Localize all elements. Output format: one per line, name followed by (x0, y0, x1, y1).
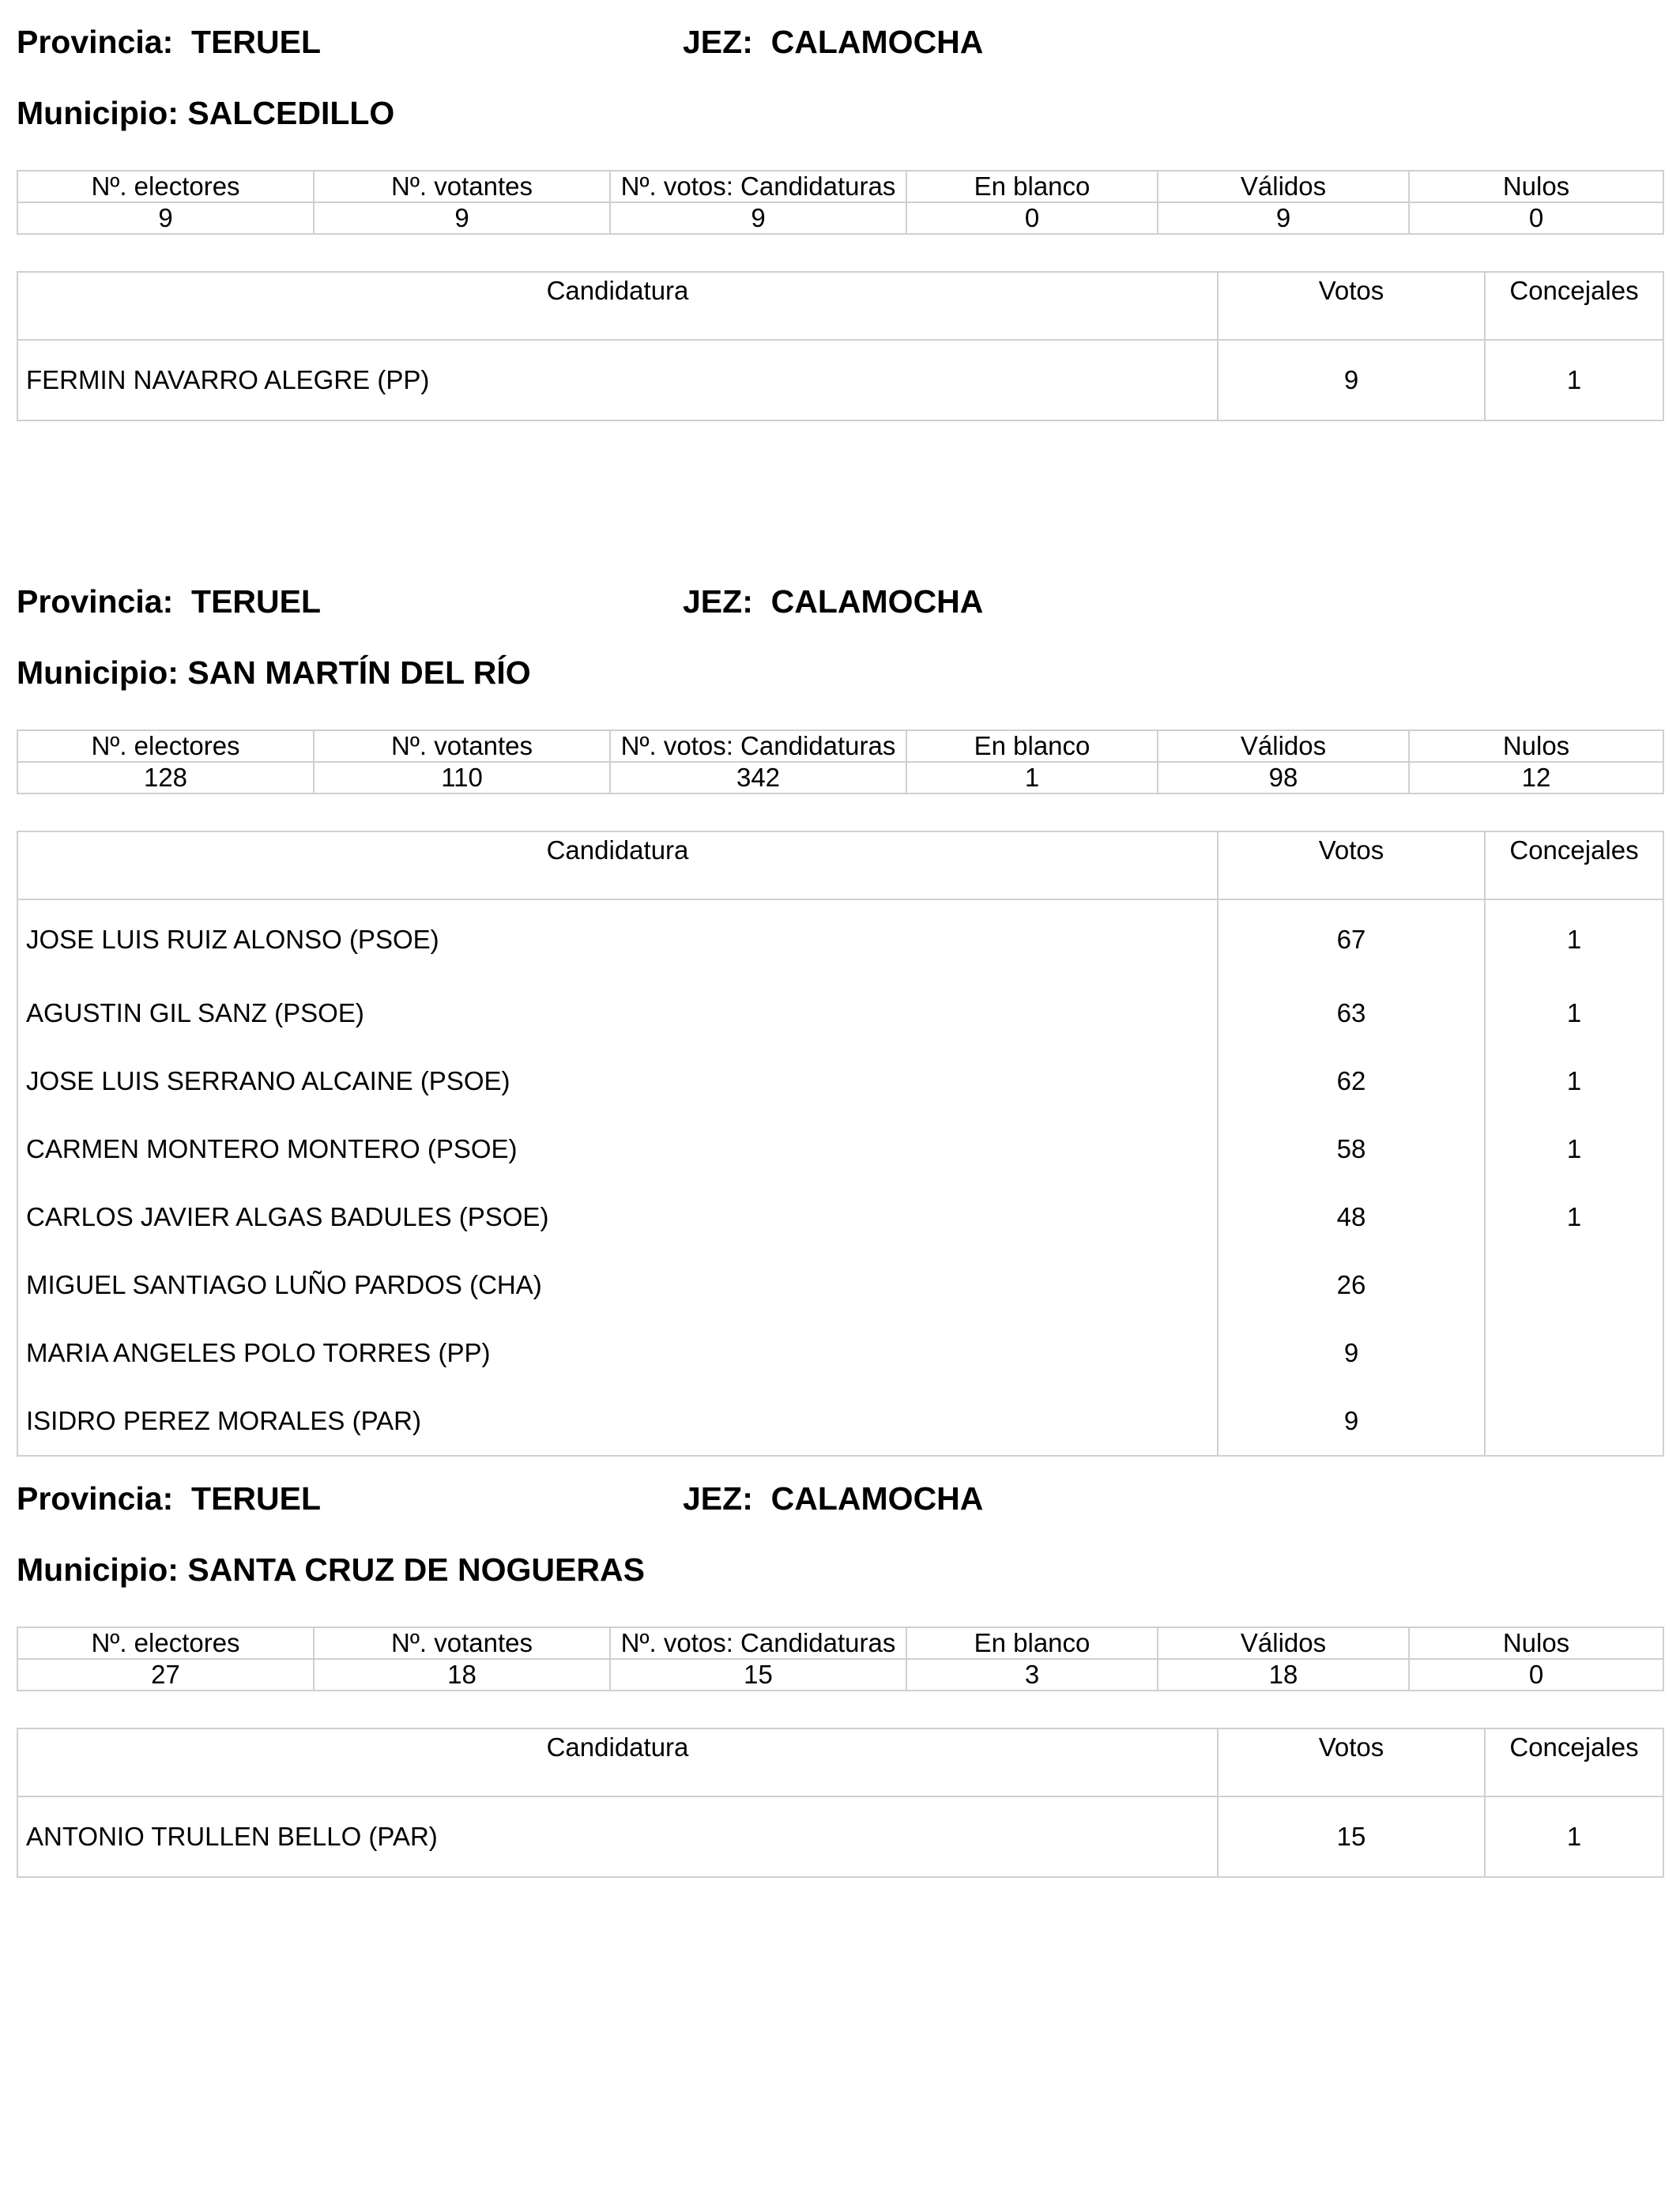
candidate-councillors: 1 (1485, 1047, 1663, 1115)
provincia-heading: Provincia: TERUEL (17, 583, 322, 620)
table-row (17, 1796, 1663, 1877)
value-votantes: 110 (314, 762, 610, 794)
value-nulos: 0 (1409, 202, 1663, 234)
candidate-name: ANTONIO TRULLEN BELLO (PAR) (17, 1796, 1218, 1877)
candidates-header-row (17, 1728, 1663, 1796)
header-validos: Válidos (1158, 730, 1409, 762)
header-electores: Nº. electores (17, 171, 314, 202)
header-votos-candidaturas: Nº. votos: Candidaturas (610, 171, 906, 202)
municipio-heading: Municipio: SAN MARTÍN DEL RÍO (17, 654, 531, 691)
candidate-votes: 9 (1218, 1319, 1485, 1387)
jez-heading: JEZ: CALAMOCHA (683, 1480, 984, 1517)
header-en-blanco: En blanco (906, 171, 1158, 202)
header-en-blanco: En blanco (906, 1627, 1158, 1659)
summary-value-row (17, 202, 1663, 234)
table-row (17, 1251, 1663, 1319)
value-validos: 98 (1158, 762, 1409, 794)
candidate-name: MIGUEL SANTIAGO LUÑO PARDOS (CHA) (17, 1251, 1218, 1319)
summary-header-row (17, 1627, 1663, 1659)
jez-heading: JEZ: CALAMOCHA (683, 24, 984, 60)
candidate-name: MARIA ANGELES POLO TORRES (PP) (17, 1319, 1218, 1387)
candidates-table (17, 1728, 1664, 1878)
table-row (17, 899, 1663, 979)
section-santa-cruz-de-nogueras (17, 1480, 1663, 1878)
header-votos: Votos (1218, 831, 1485, 899)
table-row (17, 1047, 1663, 1115)
header-votos-candidaturas: Nº. votos: Candidaturas (610, 1627, 906, 1659)
summary-table (17, 729, 1664, 794)
value-validos: 9 (1158, 202, 1409, 234)
candidates-table (17, 831, 1664, 1457)
municipio-heading: Municipio: SANTA CRUZ DE NOGUERAS (17, 1551, 645, 1588)
candidate-name: AGUSTIN GIL SANZ (PSOE) (17, 979, 1218, 1047)
header-concejales: Concejales (1485, 831, 1663, 899)
value-electores: 9 (17, 202, 314, 234)
table-row (17, 979, 1663, 1047)
value-votos-candidaturas: 9 (610, 202, 906, 234)
candidate-votes: 62 (1218, 1047, 1485, 1115)
jez-heading: JEZ: CALAMOCHA (683, 583, 984, 620)
header-votos-candidaturas: Nº. votos: Candidaturas (610, 730, 906, 762)
candidate-name: ISIDRO PEREZ MORALES (PAR) (17, 1387, 1218, 1456)
header-validos: Válidos (1158, 171, 1409, 202)
candidate-votes: 15 (1218, 1796, 1485, 1877)
candidate-votes: 48 (1218, 1183, 1485, 1251)
candidate-name: JOSE LUIS RUIZ ALONSO (PSOE) (17, 899, 1218, 979)
header-concejales: Concejales (1485, 1728, 1663, 1796)
candidate-councillors (1485, 1251, 1663, 1319)
candidate-councillors: 1 (1485, 1796, 1663, 1877)
summary-value-row (17, 1659, 1663, 1691)
header-nulos: Nulos (1409, 730, 1663, 762)
candidate-votes: 9 (1218, 1387, 1485, 1456)
candidate-councillors: 1 (1485, 1183, 1663, 1251)
header-validos: Válidos (1158, 1627, 1409, 1659)
candidate-name: JOSE LUIS SERRANO ALCAINE (PSOE) (17, 1047, 1218, 1115)
candidate-councillors: 1 (1485, 979, 1663, 1047)
header-electores: Nº. electores (17, 730, 314, 762)
candidate-name: FERMIN NAVARRO ALEGRE (PP) (17, 340, 1218, 420)
value-en-blanco: 0 (906, 202, 1158, 234)
header-concejales: Concejales (1485, 272, 1663, 340)
section-header (17, 24, 1663, 71)
candidate-name: CARMEN MONTERO MONTERO (PSOE) (17, 1115, 1218, 1183)
value-en-blanco: 3 (906, 1659, 1158, 1691)
candidate-councillors (1485, 1387, 1663, 1456)
provincia-heading: Provincia: TERUEL (17, 1480, 322, 1517)
candidates-table (17, 271, 1664, 421)
summary-value-row (17, 762, 1663, 794)
header-votos: Votos (1218, 272, 1485, 340)
value-votantes: 9 (314, 202, 610, 234)
value-nulos: 0 (1409, 1659, 1663, 1691)
candidate-councillors: 1 (1485, 340, 1663, 420)
section-salcedillo (17, 24, 1663, 421)
value-nulos: 12 (1409, 762, 1663, 794)
table-row (17, 1319, 1663, 1387)
header-electores: Nº. electores (17, 1627, 314, 1659)
candidates-header-row (17, 831, 1663, 899)
candidate-votes: 58 (1218, 1115, 1485, 1183)
header-candidatura: Candidatura (17, 272, 1218, 340)
candidate-name: CARLOS JAVIER ALGAS BADULES (PSOE) (17, 1183, 1218, 1251)
table-row (17, 1387, 1663, 1456)
summary-header-row (17, 730, 1663, 762)
summary-table (17, 1627, 1664, 1691)
value-votos-candidaturas: 342 (610, 762, 906, 794)
header-candidatura: Candidatura (17, 831, 1218, 899)
value-votantes: 18 (314, 1659, 610, 1691)
candidate-votes: 26 (1218, 1251, 1485, 1319)
section-header (17, 583, 1663, 631)
summary-table (17, 170, 1664, 235)
value-en-blanco: 1 (906, 762, 1158, 794)
value-validos: 18 (1158, 1659, 1409, 1691)
section-header (17, 1480, 1663, 1528)
value-electores: 27 (17, 1659, 314, 1691)
candidate-votes: 9 (1218, 340, 1485, 420)
header-nulos: Nulos (1409, 1627, 1663, 1659)
candidate-councillors (1485, 1319, 1663, 1387)
header-votos: Votos (1218, 1728, 1485, 1796)
table-row (17, 1183, 1663, 1251)
candidate-councillors: 1 (1485, 899, 1663, 979)
candidates-header-row (17, 272, 1663, 340)
value-votos-candidaturas: 15 (610, 1659, 906, 1691)
municipio-heading: Municipio: SALCEDILLO (17, 95, 395, 131)
candidate-councillors: 1 (1485, 1115, 1663, 1183)
header-candidatura: Candidatura (17, 1728, 1218, 1796)
candidate-votes: 63 (1218, 979, 1485, 1047)
section-san-martin-del-rio (17, 583, 1663, 1457)
header-nulos: Nulos (1409, 171, 1663, 202)
header-en-blanco: En blanco (906, 730, 1158, 762)
header-votantes: Nº. votantes (314, 1627, 610, 1659)
provincia-heading: Provincia: TERUEL (17, 24, 322, 60)
candidate-votes: 67 (1218, 899, 1485, 979)
header-votantes: Nº. votantes (314, 171, 610, 202)
value-electores: 128 (17, 762, 314, 794)
summary-header-row (17, 171, 1663, 202)
header-votantes: Nº. votantes (314, 730, 610, 762)
table-row (17, 340, 1663, 420)
table-row (17, 1115, 1663, 1183)
